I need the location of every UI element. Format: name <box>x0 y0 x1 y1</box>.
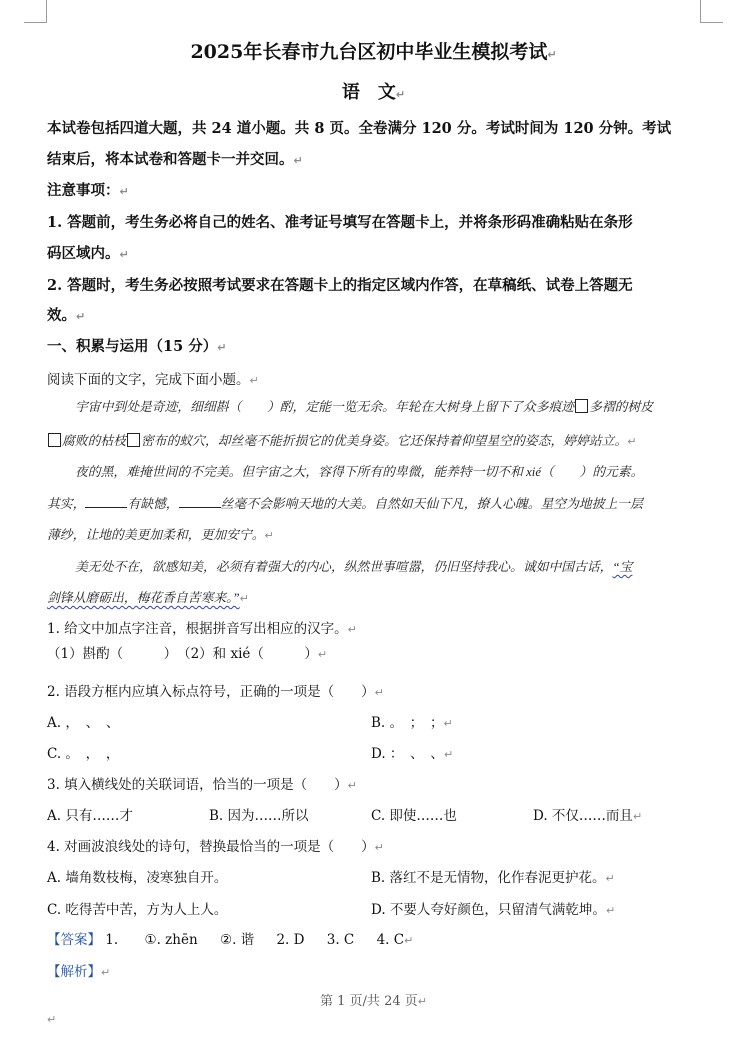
analysis-line: 【解析】↵ <box>47 964 111 980</box>
question-4-option-a: A. 墙角数枝梅，凌寒独自开。 <box>47 870 228 886</box>
question-4-option-c: C. 吃得苦中苦，方为人上人。 <box>47 902 228 918</box>
trailing-paragraph-mark: ↵ <box>47 1013 57 1026</box>
fill-blank-1 <box>85 495 127 508</box>
subject-title: 语 文↵ <box>341 82 406 103</box>
question-4-stem: 4. 对画波浪线处的诗句，替换最恰当的一项是（ ）↵ <box>47 839 384 855</box>
question-2-option-b: B. 。 ； ；↵ <box>371 715 453 731</box>
question-4-option-b: B. 落红不是无情物，化作春泥更护花。↵ <box>371 870 615 886</box>
intro-line-2: 结束后，将本试卷和答题卡一并交回。↵ <box>47 151 303 168</box>
question-3-option-b: B. 因为……所以 <box>209 808 309 824</box>
analysis-label: 【解析】 <box>47 964 101 980</box>
exam-title: 2025年长春市九台区初中毕业生模拟考试↵ <box>190 41 557 63</box>
notice-label: 注意事项：↵ <box>47 182 129 199</box>
question-4-option-d: D. 不要人夸好颜色，只留清气满乾坤。↵ <box>371 902 616 918</box>
page-footer: 第 1 页/共 24 页↵ <box>320 994 427 1009</box>
passage-line-1: 宇宙中到处是奇迹，细细斟（ ）酌，定能一览无余。年轮在大树身上留下了众多痕迹 多褶的树皮 <box>75 400 654 414</box>
question-2-option-d: D. ： 、 、↵ <box>371 746 454 762</box>
punctuation-box-3 <box>127 433 140 447</box>
punctuation-box-2 <box>48 433 61 447</box>
answer-label: 【答案】 <box>47 932 101 948</box>
question-3-option-a: A. 只有……才 <box>47 808 133 824</box>
section-1-instruction: 阅读下面的文字，完成下面小题。↵ <box>47 372 259 388</box>
question-3-stem: 3. 填入横线处的关联词语，恰当的一项是（ ）↵ <box>47 777 357 793</box>
question-1-stem: 1. 给文中加点字注音，根据拼音写出相应的汉字。↵ <box>47 621 357 637</box>
passage-line-7: 剑锋从磨砺出，梅花香自苦寒来。”↵ <box>47 591 249 605</box>
punctuation-box-1 <box>575 399 588 413</box>
crop-mark-top-right <box>700 0 723 23</box>
passage-line-4: 其实， 有缺憾， 丝毫不会影响天地的大美。自然如天仙下凡，撩人心魄。星空为地披上一层 <box>47 497 643 511</box>
question-3-option-d: D. 不仅……而且↵ <box>533 808 643 824</box>
question-2-stem: 2. 语段方框内应填入标点符号，正确的一项是（ ）↵ <box>47 684 384 700</box>
passage-line-6: 美无处不在，欲感知美，必须有着强大的内心，纵然世事喧嚣，仍旧坚持我心。诚如中国古话，“宝 <box>75 560 633 574</box>
passage-line-2: 腐败的枯枝 密布的蚁穴，却丝毫不能折损它的优美身姿。它还保持着仰望星空的姿态，婷婷站立。↵ <box>47 430 636 449</box>
section-1-heading: 一、积累与运用（15 分）↵ <box>47 338 227 355</box>
answer-line: 【答案】 1. ①. zhēn ②. 谐 2. D 3. C 4. C↵ <box>47 932 414 948</box>
fill-blank-2 <box>179 495 221 508</box>
passage-line-3: 夜的黑，难掩世间的不完美。但宇宙之大，容得下所有的卑微，能养特一切不和 xié（ ）的元素。 <box>75 465 644 479</box>
notice-item-2-line-2: 效。↵ <box>47 307 86 324</box>
question-2-option-a: A. ， 、 、 <box>47 715 120 731</box>
question-2-option-c: C. 。 ， ， <box>47 746 120 762</box>
passage-line-5: 薄纱，让地的美更加柔和，更加安宁。↵ <box>47 528 274 542</box>
intro-line-1: 本试卷包括四道大题，共 24 道小题。共 8 页。全卷满分 120 分。考试时间为 120 分钟。考试 <box>47 120 672 137</box>
question-3-option-c: C. 即使……也 <box>371 808 457 824</box>
crop-mark-top-left <box>24 0 47 23</box>
notice-item-1-line-2: 码区域内。↵ <box>47 245 129 262</box>
notice-item-2-line-1: 2. 答题时，考生务必按照考试要求在答题卡上的指定区域内作答，在草稿纸、试卷上答题无 <box>47 277 633 294</box>
notice-item-1-line-1: 1. 答题前，考生务必将自己的姓名、准考证号填写在答题卡上，并将条形码准确粘贴在条形 <box>47 214 633 231</box>
question-1-subitems: （1）斟酌（ ） （2）和 xié（ ）↵ <box>47 646 328 662</box>
